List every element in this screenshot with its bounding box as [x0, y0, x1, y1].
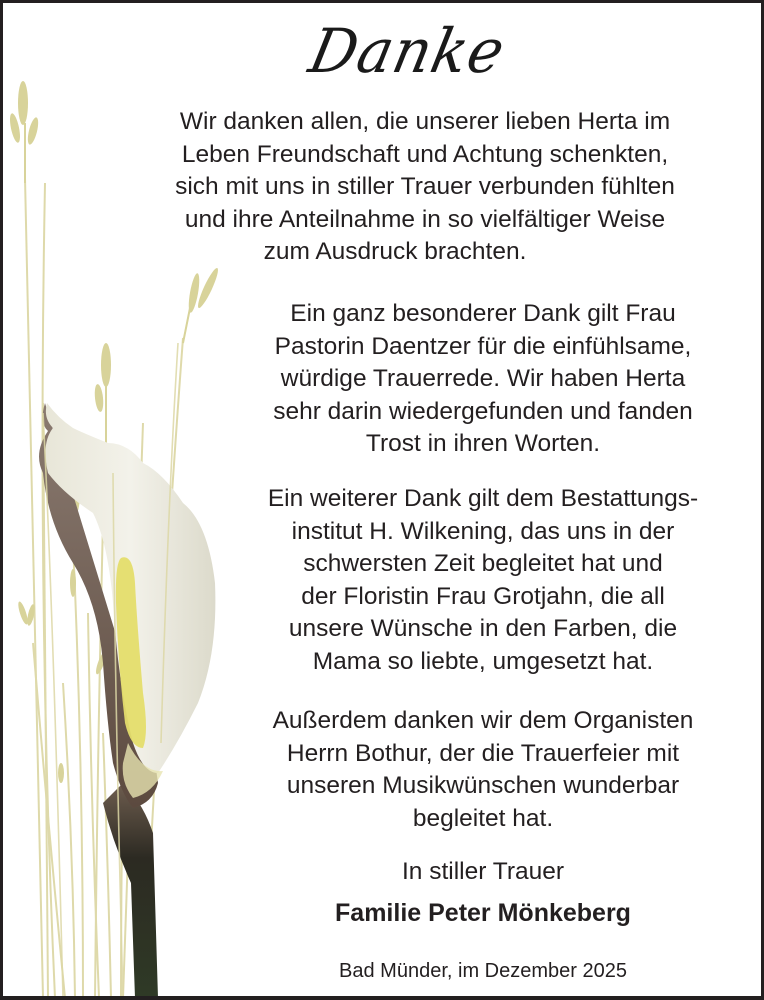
- text-line: Ein weiterer Dank gilt dem Bestattungs-: [267, 485, 699, 512]
- text-line: Wir danken allen, die unserer lieben Herta im: [179, 108, 671, 135]
- text-line: Herrn Bothur, der die Trauerfeier mit: [286, 739, 680, 767]
- text-line: Mama so liebte, umgesetzt hat.: [312, 647, 654, 675]
- text-line: Außerdem danken wir dem Organisten: [272, 707, 694, 734]
- text-line: Pastorin Daentzer für die einfühlsame,: [274, 332, 692, 360]
- paragraph-2: [223, 298, 743, 461]
- text-line: institut H. Wilkening, das uns in der: [291, 517, 675, 545]
- paragraph-4: [223, 705, 743, 835]
- family-signature: Familie Peter Mönkeberg: [335, 898, 631, 927]
- text-line: begleitet hat.: [412, 804, 554, 832]
- text-line: der Floristin Frau Grotjahn, die all: [301, 582, 665, 610]
- place-date: Bad Münder, im Dezember 2025: [339, 960, 627, 982]
- closing-text: In stiller Trauer: [401, 858, 565, 885]
- text-line: Ein ganz besonderer Dank gilt Frau: [290, 300, 676, 327]
- text-line: und ihre Anteilnahme in so vielfältiger Weise: [184, 205, 666, 233]
- text-line: schwersten Zeit begleitet hat und: [303, 550, 663, 577]
- text-line: Trost in ihren Worten.: [365, 430, 601, 457]
- signature-block: [223, 856, 743, 933]
- text-line: würdige Trauerrede. Wir haben Herta: [280, 365, 686, 392]
- paragraph-3: [223, 483, 743, 678]
- text-line: sich mit uns in stiller Trauer verbunden fühlten: [175, 173, 675, 200]
- paragraph-1: [113, 106, 737, 269]
- title-text: Danke: [302, 15, 512, 87]
- text-line: unseren Musikwünschen wunderbar: [286, 772, 680, 799]
- text-line: Leben Freundschaft und Achtung schenkten,: [181, 140, 669, 168]
- text-line: unsere Wünsche in den Farben, die: [288, 615, 678, 642]
- text-line: zum Ausdruck brachten.: [263, 238, 527, 265]
- page-title: [3, 17, 761, 85]
- text-line: sehr darin wiedergefunden und fanden: [273, 397, 693, 425]
